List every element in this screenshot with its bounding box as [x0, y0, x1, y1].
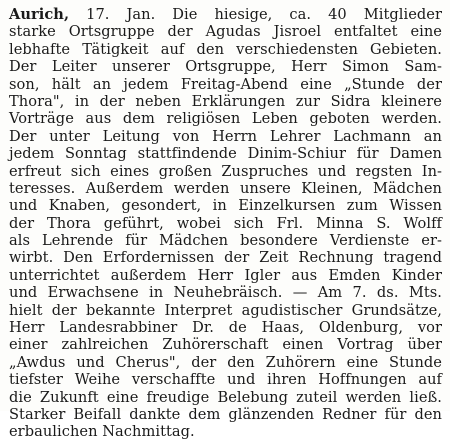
- article-line: Der unter Leitung von Herrn Lehrer Lachmann an: [9, 127, 442, 145]
- article-line: Der Leiter unserer Ortsgruppe, Herr Simon Sam-: [9, 58, 442, 76]
- article-line: erbaulichen Nachmittag.: [9, 423, 195, 441]
- article-line: unterrichtet außerdem Herr Igler aus Emden Kinder: [9, 266, 442, 284]
- article-line: hielt der bekannte Interpret agudistischer Grundsätze,: [9, 301, 442, 319]
- article-line: und Knaben, gesondert, in Einzelkursen zum Wissen: [9, 197, 442, 215]
- article-line: Vorträge aus dem religiösen Leben geboten werden.: [9, 110, 442, 128]
- article-line: Starker Beifall dankte dem glänzenden Redner für den: [9, 405, 442, 423]
- article-line: Aurich, 17. Jan. Die hiesige, ca. 40 Mitglieder: [9, 6, 442, 23]
- article-line: tiefster Weihe verschaffte und ihren Hoffnungen auf: [9, 371, 442, 389]
- article-body: [9, 6, 442, 441]
- article-line: Thora", in der neben Erklärungen zur Sidra kleinere: [9, 92, 442, 110]
- article-line: einer zahlreichen Zuhörerschaft einen Vortrag über: [9, 336, 442, 354]
- dateline-place: Aurich,: [9, 6, 70, 23]
- article-line: und Erwachsene in Neuhebräisch. — Am 7. ds. Mts.: [9, 284, 442, 302]
- article-line: wirbt. Den Erfordernissen der Zeit Rechnung tragend: [9, 249, 442, 267]
- article-line: lebhafte Tätigkeit auf den verschiedensten Gebieten.: [9, 40, 442, 58]
- article-line: Herr Landesrabbiner Dr. de Haas, Oldenburg, vor: [9, 319, 442, 337]
- article-line: starke Ortsgruppe der Agudas Jisroel entfaltet eine: [9, 23, 442, 41]
- article-line: teresses. Außerdem werden unsere Kleinen, Mädchen: [9, 179, 442, 197]
- article-line: erfreut sich eines großen Zuspruches und regsten In-: [9, 162, 442, 180]
- article-line: die Zukunft eine freudige Belebung zuteil werden ließ.: [9, 388, 442, 406]
- article-line: jedem Sonntag stattfindende Dinim-Schiur für Damen: [9, 145, 442, 163]
- article-line: son, hält an jedem Freitag-Abend eine „Stunde der: [9, 75, 442, 93]
- article-line: „Awdus und Cherus", der den Zuhörern eine Stunde: [9, 353, 442, 371]
- article-line: als Lehrende für Mädchen besondere Verdienste er-: [9, 232, 442, 250]
- article-line: der Thora geführt, wobei sich Frl. Minna S. Wolff: [9, 214, 442, 232]
